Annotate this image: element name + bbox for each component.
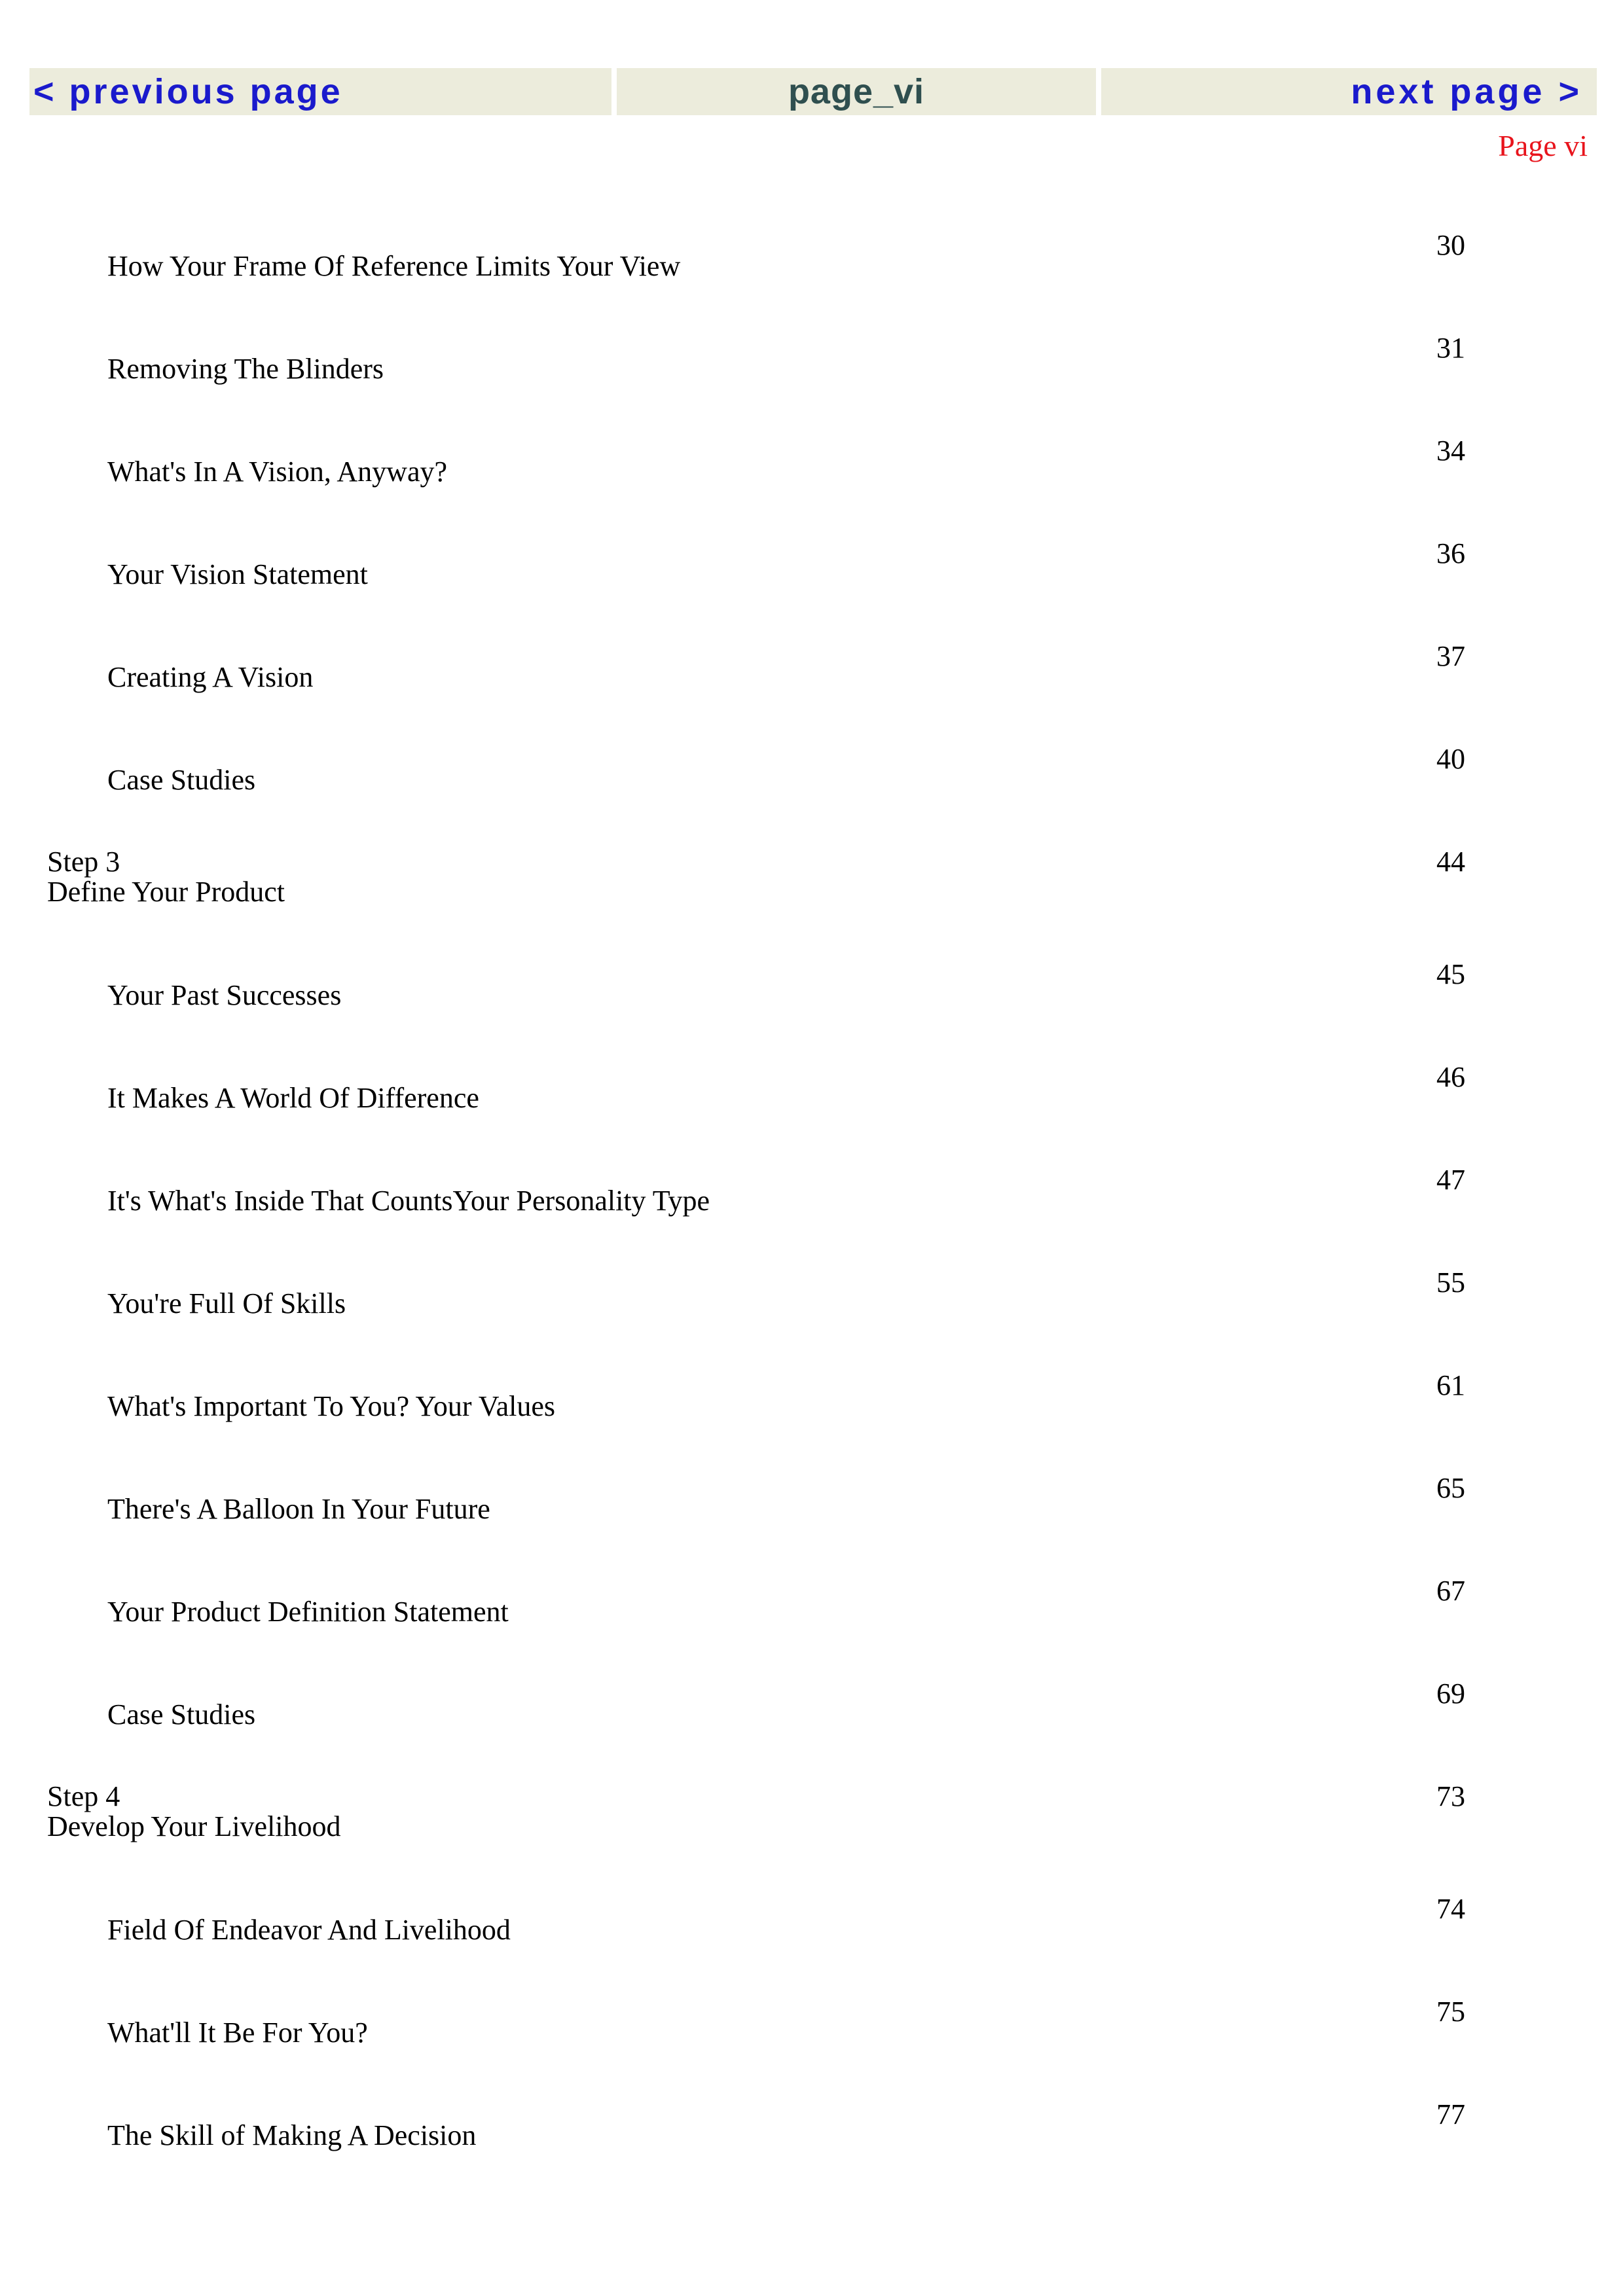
toc-entry-page-number: 45 (1436, 958, 1465, 990)
toc-entry-page-number: 67 (1436, 1575, 1465, 1607)
toc-entry-title[interactable]: There's A Balloon In Your Future (107, 1493, 490, 1525)
toc-step-label: Step 3 (47, 846, 120, 878)
toc-entry-title[interactable]: You're Full Of Skills (107, 1287, 346, 1319)
toc-entry-page-number: 74 (1436, 1893, 1465, 1925)
toc-entry-title[interactable]: Removing The Blinders (107, 353, 384, 385)
toc-entry-page-number: 77 (1436, 2098, 1465, 2130)
toc-entry-page-number: 37 (1436, 640, 1465, 672)
next-page-link[interactable]: next page > (1101, 68, 1597, 115)
toc-entry-page-number: 46 (1436, 1061, 1465, 1093)
toc-step-heading[interactable] (47, 1782, 341, 1842)
toc-entry-title[interactable]: What's In A Vision, Anyway? (107, 456, 447, 488)
toc-entry-title[interactable]: Your Vision Statement (107, 558, 368, 590)
toc-entry-page-number: 75 (1436, 1996, 1465, 2028)
toc-entry-page-number: 34 (1436, 435, 1465, 467)
toc-entry-title[interactable]: What's Important To You? Your Values (107, 1390, 556, 1422)
toc-step-label: Step 4 (47, 1780, 120, 1812)
toc-entry-page-number: 36 (1436, 537, 1465, 569)
toc-entry-title[interactable]: What'll It Be For You? (107, 2017, 368, 2049)
previous-page-link[interactable]: < previous page (29, 68, 611, 115)
current-page-label: page_vi (617, 68, 1096, 115)
toc-entry-page-number: 31 (1436, 332, 1465, 364)
toc-entry-page-number: 30 (1436, 229, 1465, 261)
toc-step-title: Develop Your Livelihood (47, 1810, 341, 1842)
toc-entry-page-number: 73 (1436, 1780, 1465, 1812)
toc-step-title: Define Your Product (47, 876, 285, 908)
toc-entry-title[interactable]: Your Product Definition Statement (107, 1596, 509, 1628)
toc-entry-page-number: 69 (1436, 1677, 1465, 1710)
toc-entry-page-number: 47 (1436, 1164, 1465, 1196)
toc-entry-title[interactable]: Case Studies (107, 764, 256, 796)
toc-entry-title[interactable]: It's What's Inside That CountsYour Personality Type (107, 1185, 710, 1217)
toc-entry-title[interactable]: The Skill of Making A Decision (107, 2119, 477, 2151)
toc-entry-page-number: 44 (1436, 846, 1465, 878)
toc-entry-title[interactable]: Field Of Endeavor And Livelihood (107, 1914, 511, 1946)
toc-entry-title[interactable]: It Makes A World Of Difference (107, 1082, 479, 1114)
toc-entry-title[interactable]: Creating A Vision (107, 661, 314, 693)
toc-entry-page-number: 61 (1436, 1369, 1465, 1401)
toc-entry-page-number: 65 (1436, 1472, 1465, 1504)
toc-entry-page-number: 40 (1436, 743, 1465, 775)
toc-entry-title[interactable]: Your Past Successes (107, 979, 342, 1011)
page-number-marker: Page vi (1498, 129, 1588, 162)
toc-entry-page-number: 55 (1436, 1266, 1465, 1299)
toc-step-heading[interactable] (47, 847, 285, 907)
toc-entry-title[interactable]: How Your Frame Of Reference Limits Your View (107, 250, 681, 282)
toc-entry-title[interactable]: Case Studies (107, 1698, 256, 1731)
